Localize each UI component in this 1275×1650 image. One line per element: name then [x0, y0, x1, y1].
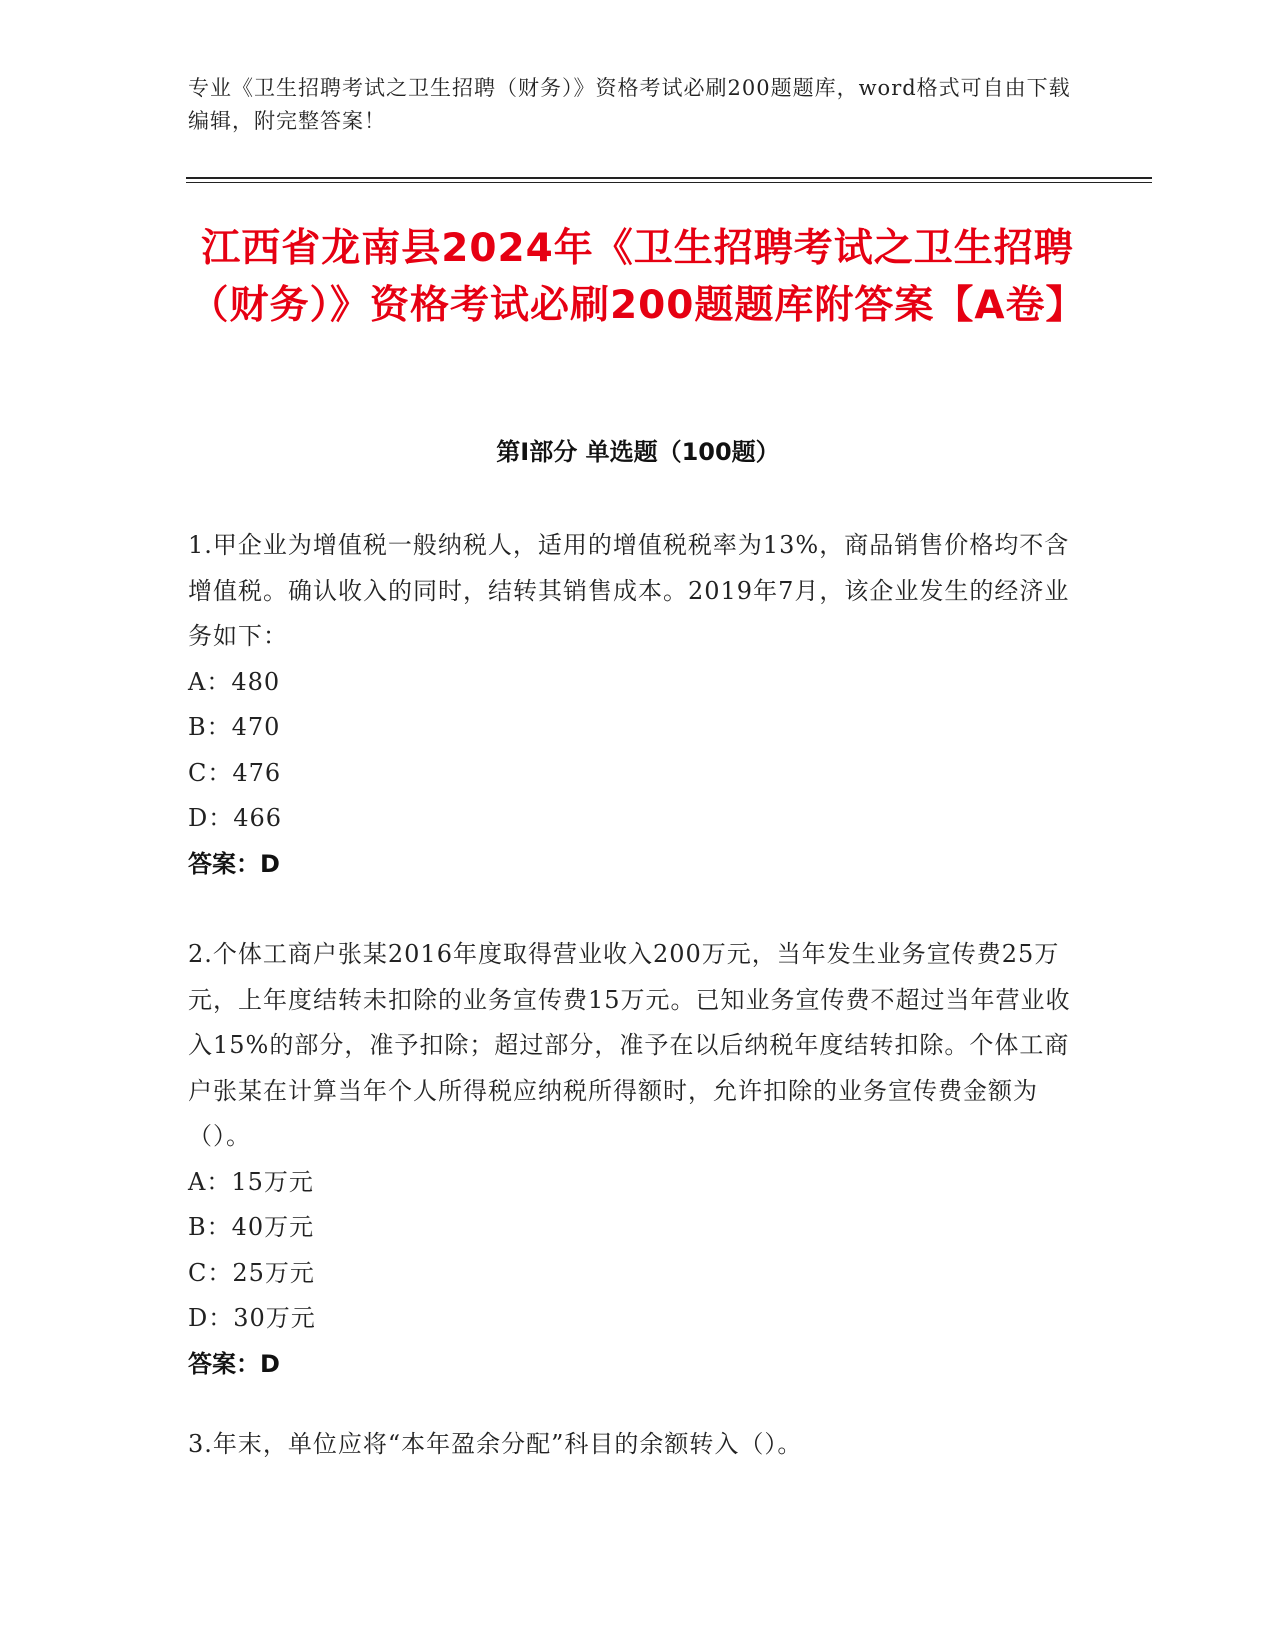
option-d: D：30万元: [188, 1304, 316, 1332]
answer-line: 答案：D: [188, 849, 280, 878]
option-a: A：15万元: [188, 1167, 314, 1196]
question-stem: 3.年末，单位应将“本年盈余分配”科目的余额转入（）。: [188, 1430, 803, 1458]
header-divider: [186, 177, 1152, 183]
question-1: [188, 523, 1083, 887]
question-3: [188, 1422, 1083, 1468]
answer-line: 答案：D: [188, 1349, 280, 1378]
document-title: 江西省龙南县2024年《卫生招聘考试之卫生招聘（财务）》资格考试必刷200题题库附答案【A卷】: [189, 226, 1086, 328]
option-c: C：25万元: [188, 1258, 315, 1287]
question-stem: 1.甲企业为增值税一般纳税人，适用的增值税税率为13%，商品销售价格均不含增值税。确认收入的同时，结转其销售成本。2019年7月，该企业发生的经济业务如下：: [188, 531, 1070, 650]
question-stem: 2.个体工商户张某2016年度取得营业收入200万元，当年发生业务宣传费25万元，上年度结转未扣除的业务宣传费15万元。已知业务宣传费不超过当年营业收入15%的部分，准予扣除；超过部分，准予在以后纳税年度结转扣除。个体工商户张某在计算当年个人所得税应纳税所得额时，允许扣除的业务宣传费金额为（）。: [188, 940, 1071, 1150]
section-heading: 第Ⅰ部分 单选题（100题）: [496, 438, 780, 466]
option-b: B：40万元: [188, 1213, 315, 1241]
option-c: C：476: [188, 758, 282, 787]
option-d: D：466: [188, 804, 283, 832]
header-note: 专业《卫生招聘考试之卫生招聘（财务）》资格考试必刷200题题库，word格式可自由下载编辑，附完整答案！: [188, 76, 1071, 133]
question-2: [188, 932, 1083, 1387]
option-b: B：470: [188, 713, 281, 741]
option-a: A：480: [188, 667, 281, 696]
